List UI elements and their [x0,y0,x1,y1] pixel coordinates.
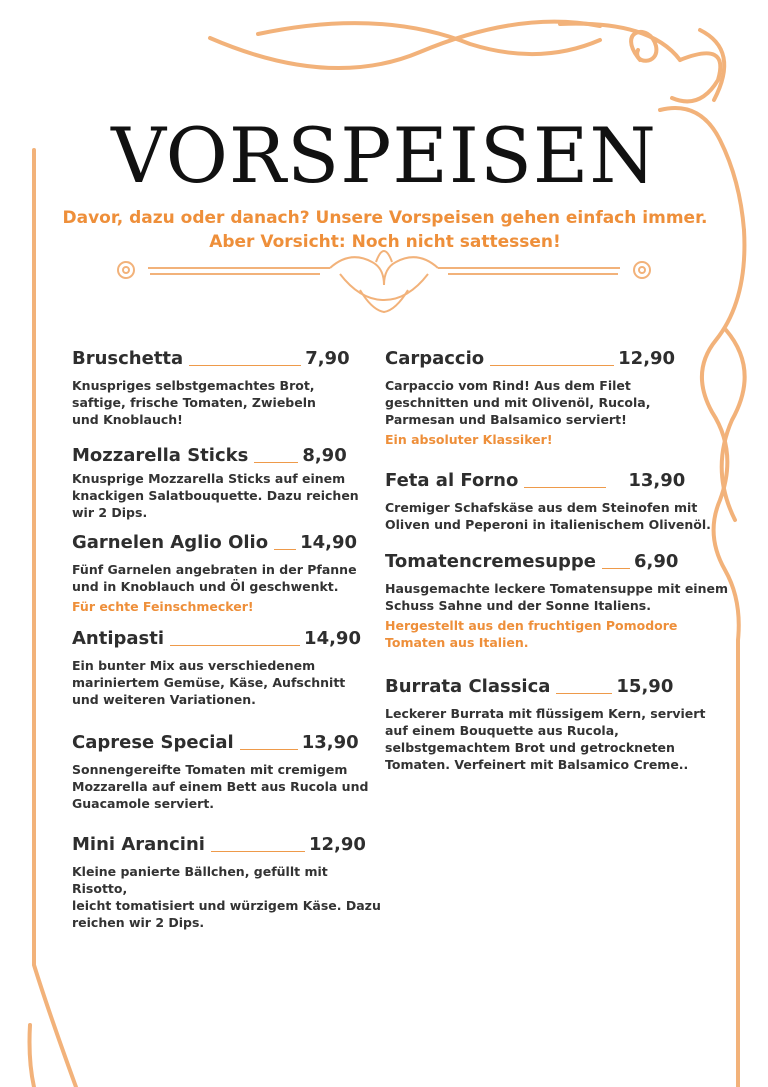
menu-item [72,532,372,615]
item-name: Carpaccio [385,348,485,369]
dotted-line [490,365,614,366]
desc-line: Leckerer Burrata mit flüssigem Kern, serviert [385,706,706,721]
dotted-line [254,462,298,463]
item-price: 12,90 [308,834,366,855]
desc-line: geschnitten und mit Olivenöl, Rucola, [385,395,651,410]
desc-line: Cremiger Schafskäse aus dem Steinofen mit [385,500,698,515]
menu-item [72,628,372,708]
menu-item [385,676,730,773]
item-description [72,863,382,931]
dotted-line [556,693,612,694]
desc-line: und weiteren Variationen. [72,692,256,707]
desc-line: Parmesan und Balsamico serviert! [385,412,627,427]
desc-line: selbstgemachtem Brot und getrockneten [385,740,675,755]
item-price: 14,90 [300,532,358,553]
desc-line: Knusprige Mozzarella Sticks auf einem [72,471,346,486]
item-name: Mini Arancini [72,834,205,855]
item-price: 7,90 [305,348,350,369]
menu-item [72,732,382,812]
item-note [385,617,730,651]
dotted-line [189,365,301,366]
subtitle-line-2: Aber Vorsicht: Noch nicht sattessen! [209,232,561,252]
page-title: VORSPEISEN [111,111,657,200]
item-name: Bruschetta [72,348,184,369]
desc-line: reichen wir 2 Dips. [72,915,205,930]
item-description [72,657,372,708]
desc-line: Sonnengereifte Tomaten mit cremigem [72,762,348,777]
item-description [72,377,372,428]
desc-line: Mozzarella auf einem Bett aus Rucola und [72,779,369,794]
desc-line: saftige, frische Tomaten, Zwiebeln [72,395,316,410]
desc-line: und Knoblauch! [72,412,183,427]
dotted-line [274,549,296,550]
desc-line: wir 2 Dips. [72,505,148,520]
item-price: 8,90 [302,445,347,466]
desc-line: Knuspriges selbstgemachtes Brot, [72,378,315,393]
desc-line: leicht tomatisiert und würzigem Käse. Dazu [72,898,381,913]
dotted-line [602,568,630,569]
item-description [72,561,372,595]
item-name: Burrata Classica [385,676,551,697]
item-price: 6,90 [634,551,679,572]
dotted-line [170,645,300,646]
menu-item [72,445,372,521]
desc-line: auf einem Bouquette aus Rucola, [385,723,619,738]
desc-line: Schuss Sahne und der Sonne Italiens. [385,598,651,613]
item-description [385,499,725,533]
dotted-line [240,749,298,750]
item-description [385,377,725,428]
item-description [72,470,372,521]
menu-item [385,470,725,533]
item-price: 13,90 [301,732,359,753]
item-price: 13,90 [628,470,686,491]
subtitle [40,206,730,254]
desc-line: Fünf Garnelen angebraten in der Pfanne [72,562,357,577]
item-price: 15,90 [616,676,674,697]
item-description [385,580,730,614]
desc-line: knackigen Salatbouquette. Dazu reichen [72,488,359,503]
desc-line: und in Knoblauch und Öl geschwenkt. [72,579,339,594]
desc-line: Ein bunter Mix aus verschiedenem [72,658,316,673]
menu-item [385,551,730,651]
note-line: Hergestellt aus den fruchtigen Pomodore [385,618,678,633]
desc-line: Hausgemachte leckere Tomatensuppe mit einem [385,581,728,596]
item-name: Caprese Special [72,732,234,753]
desc-line: Oliven und Peperoni in italienischem Olivenöl. [385,517,711,532]
menu-item [72,348,372,428]
item-name: Antipasti [72,628,165,649]
dotted-line [524,487,606,488]
note-line: Tomaten aus Italien. [385,635,529,650]
item-name: Feta al Forno [385,470,519,491]
desc-line: mariniertem Gemüse, Käse, Aufschnitt [72,675,346,690]
menu-item [72,834,382,931]
desc-line: Carpaccio vom Rind! Aus dem Filet [385,378,631,393]
desc-line: Guacamole serviert. [72,796,215,811]
item-description [385,705,730,773]
item-name: Mozzarella Sticks [72,445,249,466]
desc-line: Tomaten. Verfeinert mit Balsamico Creme.. [385,757,689,772]
item-price: 14,90 [304,628,361,649]
item-name: Garnelen Aglio Olio [72,532,269,553]
dotted-line [211,851,305,852]
item-name: Tomatencremesuppe [385,551,597,572]
item-note: Ein absoluter Klassiker! [385,432,553,447]
desc-line: Kleine panierte Bällchen, gefüllt mit Risotto, [72,864,328,896]
item-note: Für echte Feinschmecker! [72,599,254,614]
item-description [72,761,382,812]
item-price: 12,90 [618,348,676,369]
menu-item [385,348,725,448]
subtitle-line-1: Davor, dazu oder danach? Unsere Vorspeisen gehen einfach immer. [62,208,708,228]
